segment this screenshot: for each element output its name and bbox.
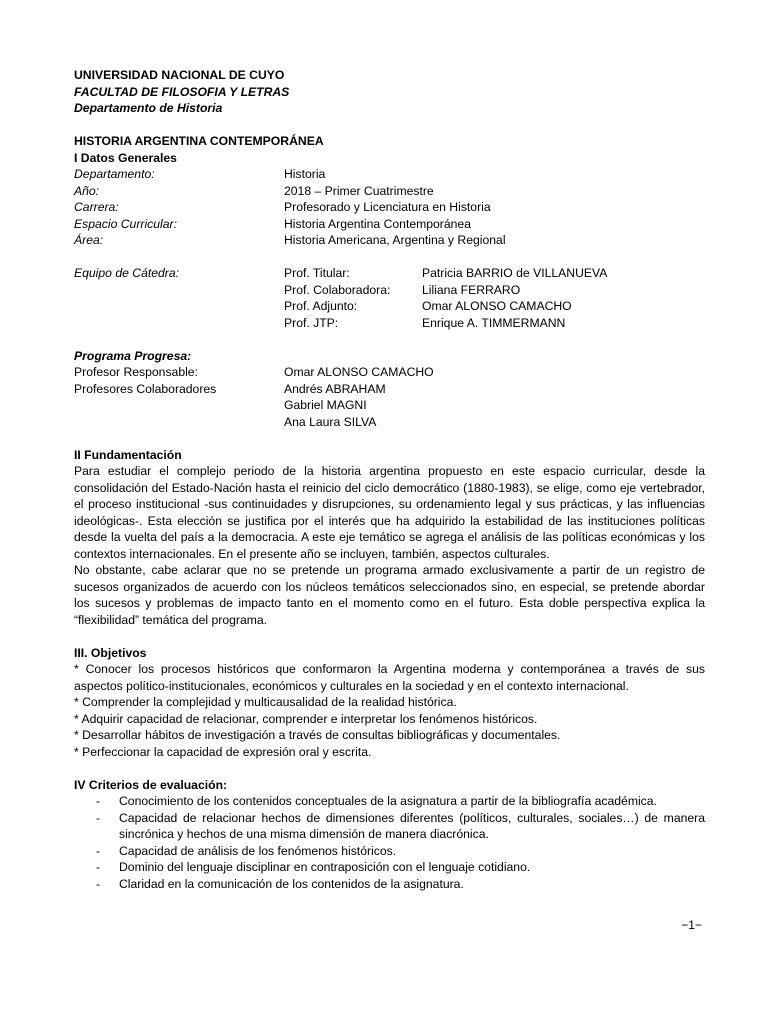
- objective-item: * Desarrollar hábitos de investigación a través de consultas bibliográficas y documentales.: [74, 728, 561, 742]
- collaborator-name: Andrés ABRAHAM: [284, 381, 386, 396]
- team-row: [74, 282, 705, 299]
- general-row: [74, 166, 705, 183]
- team-role: Prof. Titular:: [284, 266, 350, 280]
- team-row: [74, 315, 705, 332]
- general-data-heading: I Datos Generales: [74, 150, 177, 165]
- objective-item: * Perfeccionar la capacidad de expresión oral y escrita.: [74, 744, 372, 759]
- responsible-label: Profesor Responsable:: [74, 365, 198, 379]
- general-row-label: Espacio Curricular:: [74, 216, 177, 231]
- objective-item: * Adquirir capacidad de relacionar, comprender e interpretar los fenómenos históricos.: [74, 711, 538, 726]
- progresa-row: [74, 397, 705, 414]
- criterio-item: [74, 876, 705, 893]
- progresa-label: Programa Progresa:: [74, 348, 192, 363]
- dash-bullet: -: [96, 794, 101, 808]
- general-row: [74, 232, 705, 249]
- criterio-item: [74, 810, 705, 843]
- responsible-name: Omar ALONSO CAMACHO: [284, 365, 434, 379]
- objective-item: * Comprender la complejidad y multicausalidad de la realidad histórica.: [74, 695, 457, 709]
- general-row-label: Año:: [74, 183, 100, 198]
- team-member-name: Omar ALONSO CAMACHO: [422, 299, 572, 313]
- criterios-list: [74, 793, 705, 892]
- team-member-name: Patricia BARRIO de VILLANUEVA: [422, 266, 608, 280]
- team-label: Equipo de Cátedra:: [74, 266, 180, 280]
- general-row-label: Carrera:: [74, 200, 119, 214]
- department-name: Departamento de Historia: [74, 101, 223, 115]
- criterio-item: [74, 859, 705, 876]
- collaborator-name: Gabriel MAGNI: [284, 398, 367, 412]
- team-role: Prof. JTP:: [284, 315, 339, 330]
- criterio-text: Conocimiento de los contenidos conceptuales de la asignatura a partir de la bibliografía académica.: [119, 794, 657, 808]
- objective-item: * Conocer los procesos históricos que conformaron la Argentina moderna y contemporánea a través de sus aspectos político-institucionales, económicos y culturales en la sociedad y en el contexto internacional.: [74, 662, 705, 693]
- general-row: [74, 216, 705, 233]
- progresa-row: [74, 364, 705, 381]
- criterio-text: Claridad en la comunicación de los contenidos de la asignatura.: [119, 876, 464, 891]
- faculty-name: FACULTAD DE FILOSOFIA Y LETRAS: [74, 84, 290, 99]
- general-row-value: Historia: [284, 167, 326, 181]
- general-row-value: Historia Americana, Argentina y Regional: [284, 233, 506, 247]
- collaborator-name: Ana Laura SILVA: [284, 414, 377, 429]
- team-row: [74, 298, 705, 315]
- fundamentacion-heading: II Fundamentación: [74, 447, 182, 462]
- team-member-name: Enrique A. TIMMERMANN: [422, 315, 566, 330]
- criterios-heading: IV Criterios de evaluación:: [74, 777, 228, 792]
- course-title: HISTORIA ARGENTINA CONTEMPORÁNEA: [74, 134, 324, 148]
- general-row-value: 2018 – Primer Cuatrimestre: [284, 183, 434, 198]
- dash-bullet: -: [96, 860, 101, 874]
- general-row-value: Profesorado y Licenciatura en Historia: [284, 200, 491, 214]
- general-row-value: Historia Argentina Contemporánea: [284, 216, 471, 231]
- criterio-text: Dominio del lenguaje disciplinar en contraposición con el lenguaje cotidiano.: [119, 860, 531, 874]
- general-row: [74, 199, 705, 216]
- team-row: [74, 265, 705, 282]
- progresa-row: [74, 414, 705, 431]
- page-number: −1−: [681, 918, 702, 932]
- general-row-label: Departamento:: [74, 167, 155, 181]
- criterio-text: Capacidad de relacionar hechos de dimensiones diferentes (políticos, culturales, sociales…) de manera sincrónica y hechos de una misma dimensión de manera diacrónica.: [119, 810, 705, 841]
- university-name: UNIVERSIDAD NACIONAL DE CUYO: [74, 68, 285, 82]
- fundamentacion-paragraph: No obstante, cabe aclarar que no se pretende un programa armado exclusivamente a partir de un registro de sucesos organizados de acuerdo con los núcleos temáticos seleccionados sino, en especial, se pretende abordar los sucesos y problemas de impacto tanto en el momento como en el futuro. Esta doble perspectiva explica la “flexibilidad” temática del programa.: [74, 563, 705, 627]
- dash-bullet: -: [96, 876, 101, 891]
- general-row-label: Área:: [74, 233, 104, 247]
- general-row: [74, 183, 705, 200]
- fundamentacion-paragraph: Para estudiar el complejo periodo de la historia argentina propuesto en este espacio curricular, desde la consolidación del Estado-Nación hasta el reinicio del ciclo democrático (1880-1983), se elige, como eje vertebrador, el proceso institucional -sus continuidades y disrupciones, su ordenamiento legal y sus prácticas, y las influencias ideológicas-. Esta elección se justifica por el interés que ha adquirido la estabilidad de las instituciones políticas desde la vuelta del país a la democracia. A este eje temático se agrega el análisis de las políticas económicas y los contextos internacionales. En el presente año se incluyen, también, aspectos culturales.: [74, 464, 705, 561]
- team-member-name: Liliana FERRARO: [422, 282, 521, 297]
- document-body: [74, 67, 705, 892]
- criterio-item: [74, 793, 705, 810]
- team-role: Prof. Colaboradora:: [284, 282, 391, 297]
- dash-bullet: -: [96, 843, 101, 858]
- progresa-row: [74, 381, 705, 398]
- collaborators-label: Profesores Colaboradores: [74, 381, 217, 396]
- objetivos-heading: III. Objetivos: [74, 645, 147, 660]
- team-role: Prof. Adjunto:: [284, 299, 358, 313]
- dash-bullet: -: [96, 810, 101, 825]
- criterio-text: Capacidad de análisis de los fenómenos históricos.: [119, 843, 397, 858]
- criterio-item: [74, 843, 705, 860]
